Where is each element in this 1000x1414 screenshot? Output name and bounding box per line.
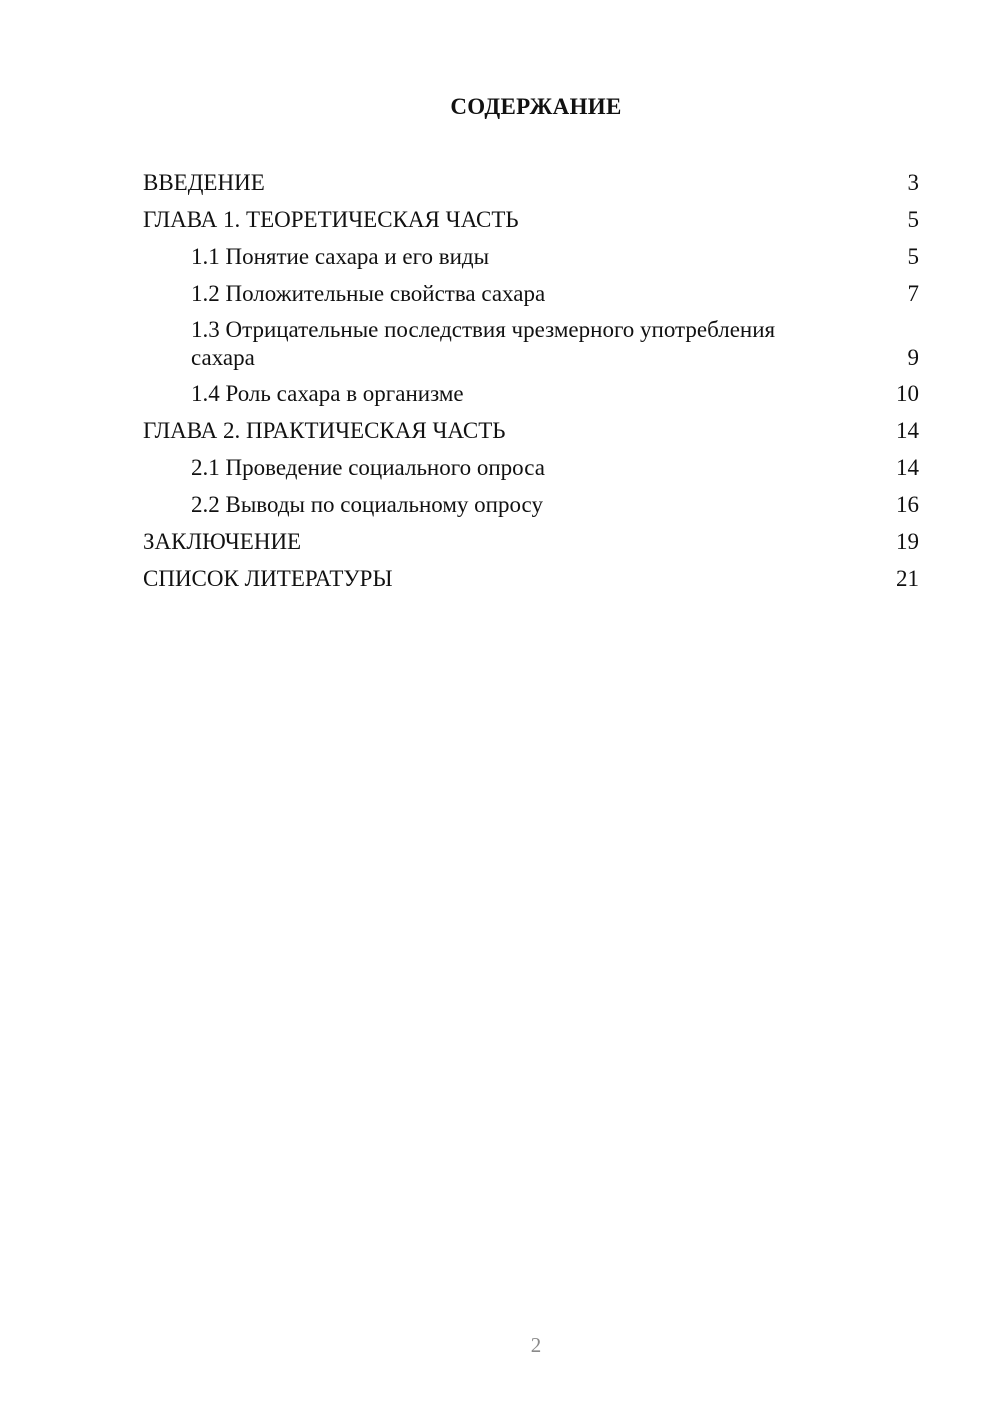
toc-entry-section-2-2[interactable] [143,490,919,520]
toc-entry-label: 1.1 Понятие сахара и его виды [191,244,490,269]
toc-entry-section-1-4[interactable] [143,379,919,409]
toc-entry-page: 14 [896,455,919,480]
toc-entry-label: 2.1 Проведение социального опроса [191,455,545,480]
page-number: 2 [530,1333,542,1357]
toc-entry-page: 10 [896,381,919,406]
toc-entry-page: 14 [896,418,919,443]
toc-entry-section-1-2[interactable] [143,279,919,309]
page-title: СОДЕРЖАНИЕ [450,94,622,119]
toc-entry-introduction[interactable] [143,168,919,198]
toc-entry-page: 3 [907,170,919,195]
toc-entry-page: 21 [896,566,919,591]
toc-entry-label: 1.2 Положительные свойства сахара [191,281,546,306]
toc-entry-chapter-1[interactable] [143,205,919,235]
toc-entry-label: ЗАКЛЮЧЕНИЕ [143,529,302,554]
toc-entry-label: ГЛАВА 2. ПРАКТИЧЕСКАЯ ЧАСТЬ [143,418,506,443]
toc-entry-section-2-1[interactable] [143,453,919,483]
toc-entry-page: 16 [896,492,919,517]
toc-entry-page: 5 [907,244,919,269]
toc-entry-section-1-3[interactable] [143,316,919,372]
toc-entry-label: ВВЕДЕНИЕ [143,170,265,195]
toc-entry-label: 1.3 Отрицательные последствия чрезмерного употребления сахара [191,317,776,370]
table-of-contents [143,168,919,601]
toc-entry-label: 1.4 Роль сахара в организме [191,381,464,406]
toc-entry-label: ГЛАВА 1. ТЕОРЕТИЧЕСКАЯ ЧАСТЬ [143,207,519,232]
toc-entry-chapter-2[interactable] [143,416,919,446]
toc-entry-label: СПИСОК ЛИТЕРАТУРЫ [143,566,393,591]
toc-entry-section-1-1[interactable] [143,242,919,272]
toc-entry-page: 7 [907,281,919,306]
toc-entry-page: 9 [907,345,919,370]
toc-entry-label: 2.2 Выводы по социальному опросу [191,492,543,517]
toc-entry-page: 19 [896,529,919,554]
toc-entry-references[interactable] [143,564,919,594]
toc-entry-conclusion[interactable] [143,527,919,557]
toc-entry-page: 5 [907,207,919,232]
